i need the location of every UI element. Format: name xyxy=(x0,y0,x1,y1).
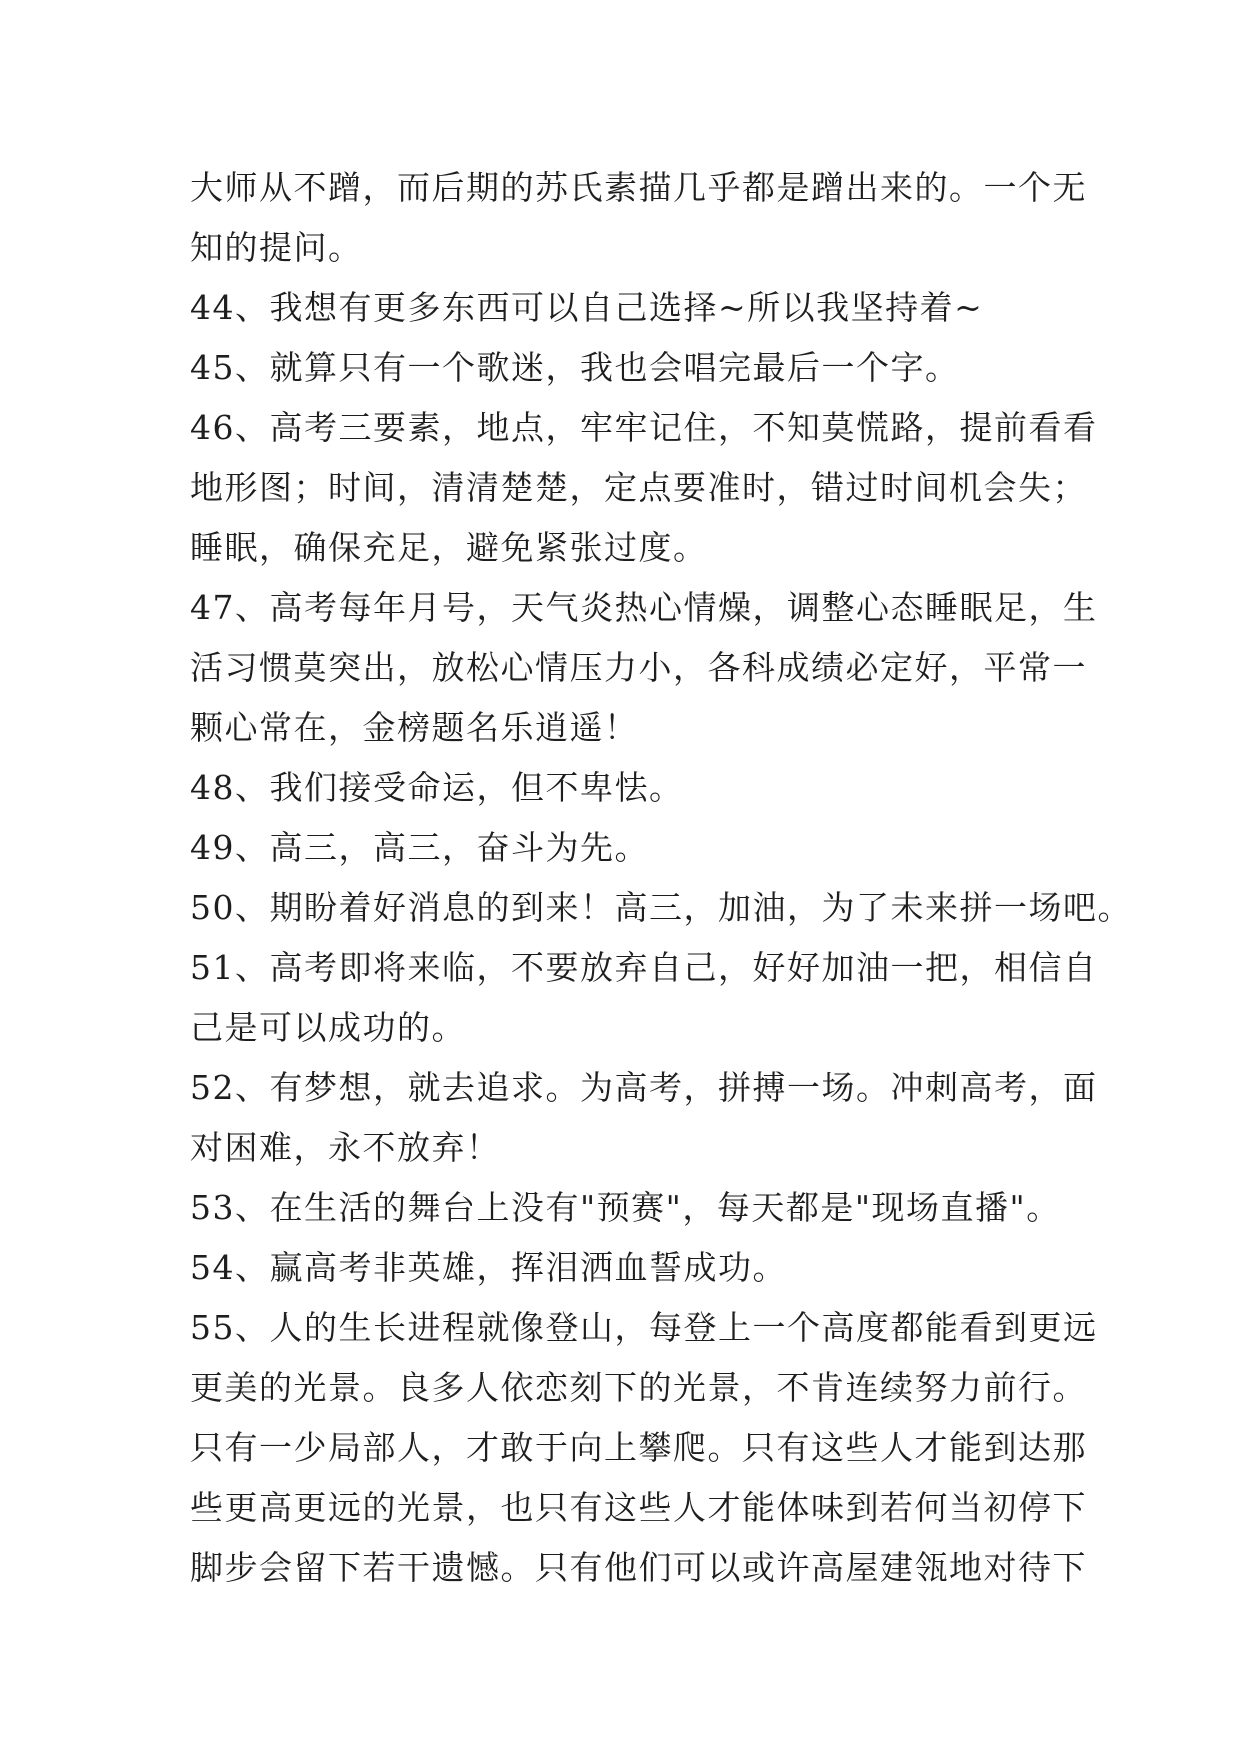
text-line: 46、高考三要素，地点，牢牢记住，不知莫慌路，提前看看 xyxy=(190,408,1098,447)
text-line: 51、高考即将来临，不要放弃自己，好好加油一把，相信自 xyxy=(190,948,1098,987)
text-line: 知的提问。 xyxy=(190,228,363,267)
text-line: 更美的光景。良多人依恋刻下的光景，不肯连续努力前行。 xyxy=(190,1368,1087,1407)
text-line: 52、有梦想，就去追求。为高考，拼搏一场。冲刺高考，面 xyxy=(190,1068,1098,1107)
text-line: 脚步会留下若干遗憾。只有他们可以或许高屋建瓴地对待下 xyxy=(190,1548,1087,1587)
text-line: 对困难，永不放弃！ xyxy=(190,1128,501,1167)
text-line: 些更高更远的光景，也只有这些人才能体味到若何当初停下 xyxy=(190,1488,1087,1527)
text-line: 颗心常在，金榜题名乐逍遥！ xyxy=(190,708,639,747)
text-line: 大师从不蹭，而后期的苏氏素描几乎都是蹭出来的。一个无 xyxy=(190,168,1087,207)
text-line: 睡眠，确保充足，避免紧张过度。 xyxy=(190,528,708,567)
text-line: 48、我们接受命运，但不卑怯。 xyxy=(190,768,684,807)
text-line: 45、就算只有一个歌迷，我也会唱完最后一个字。 xyxy=(190,348,960,387)
text-line: 活习惯莫突出，放松心情压力小，各科成绩必定好，平常一 xyxy=(190,648,1087,687)
text-line: 47、高考每年月号，天气炎热心情燥，调整心态睡眠足，生 xyxy=(190,588,1098,627)
text-line: 只有一少局部人，才敢于向上攀爬。只有这些人才能到达那 xyxy=(190,1428,1087,1467)
text-line: 己是可以成功的。 xyxy=(190,1008,466,1047)
text-line: 地形图；时间，清清楚楚，定点要准时，错过时间机会失； xyxy=(190,468,1087,507)
text-line: 50、期盼着好消息的到来！高三，加油，为了未来拼一场吧。 xyxy=(190,888,1132,927)
text-line: 53、在生活的舞台上没有"预赛"，每天都是"现场直播"。 xyxy=(190,1188,1061,1227)
text-line: 54、赢高考非英雄，挥泪洒血誓成功。 xyxy=(190,1248,787,1287)
text-line: 49、高三，高三，奋斗为先。 xyxy=(190,828,649,867)
text-line: 44、我想有更多东西可以自己选择~所以我坚持着~ xyxy=(190,288,984,327)
text-line: 55、人的生长进程就像登山，每登上一个高度都能看到更远 xyxy=(190,1308,1098,1347)
